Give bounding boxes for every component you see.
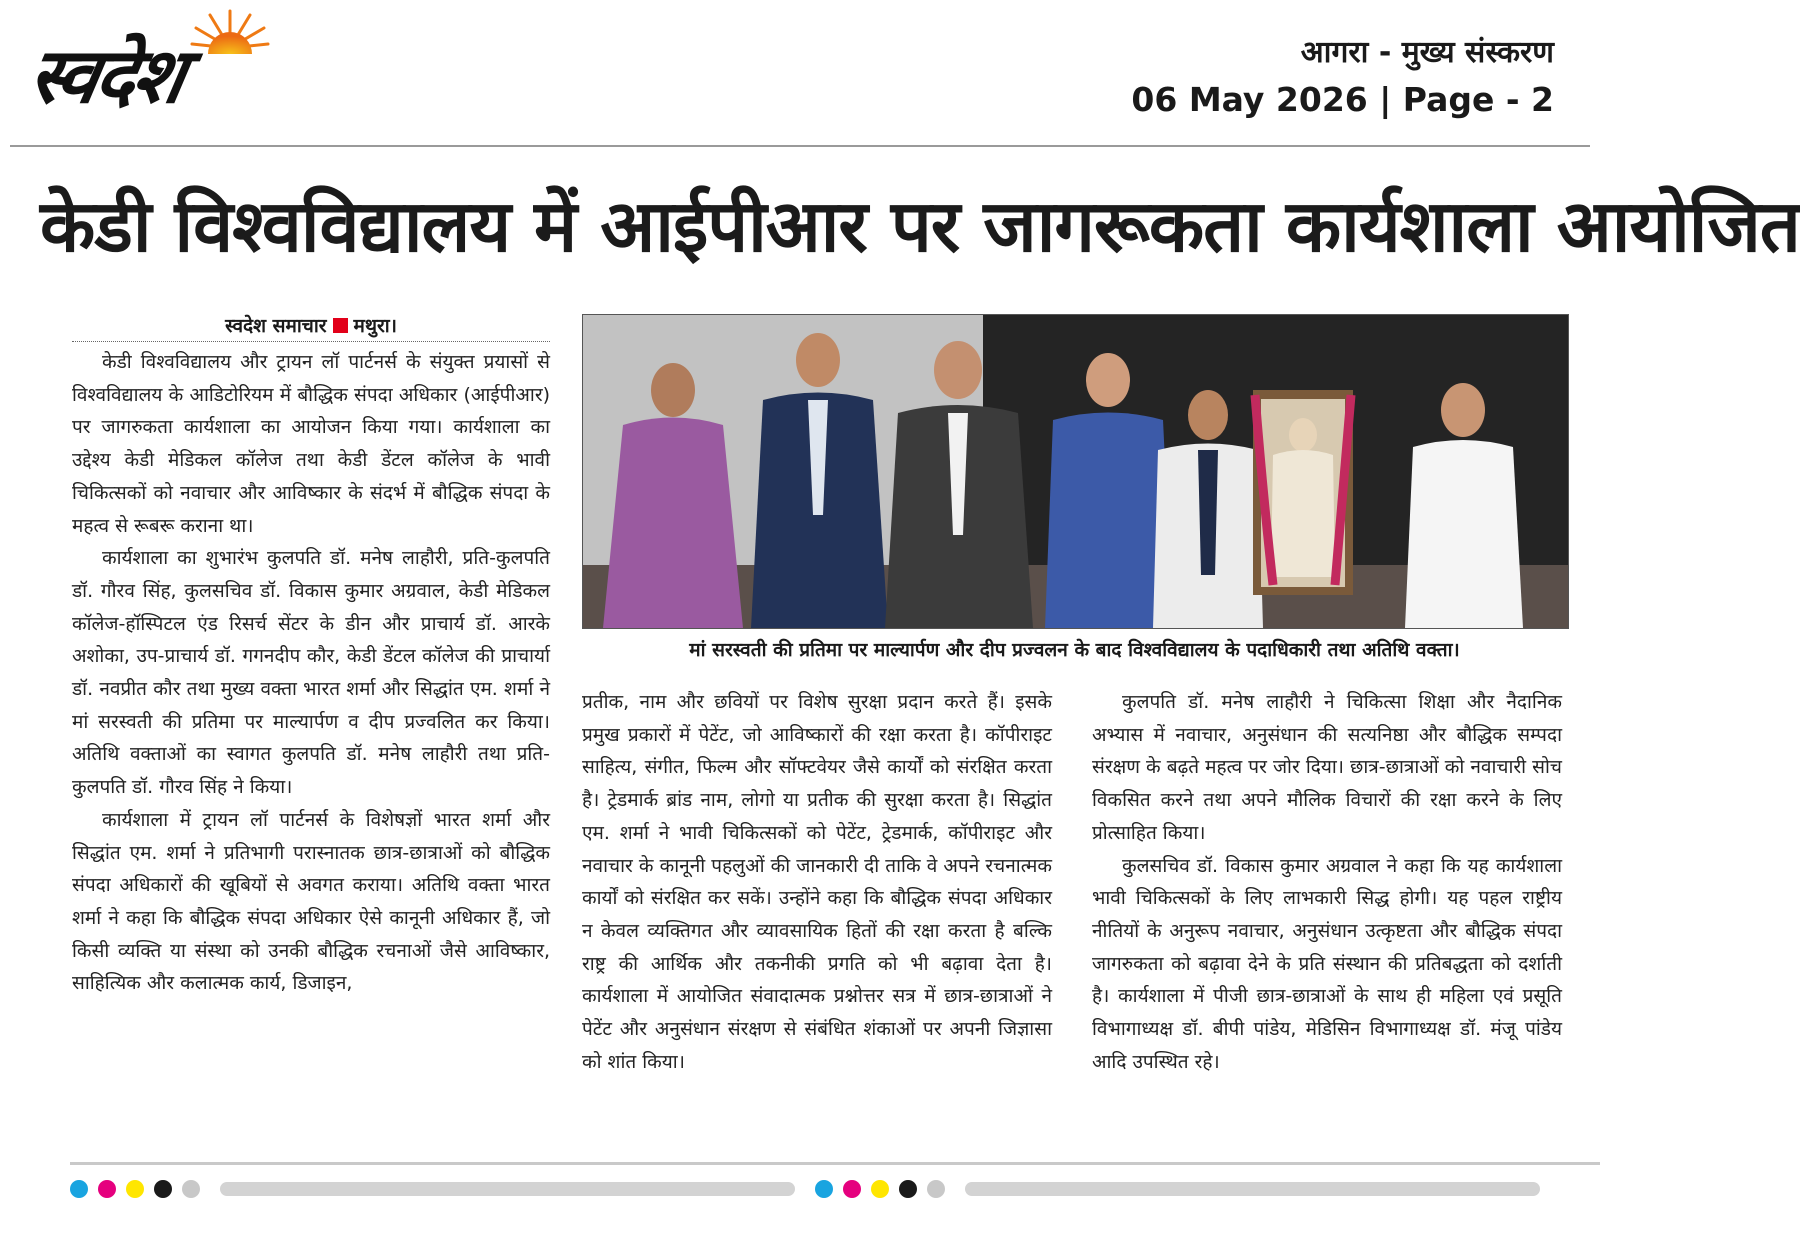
logo-wordmark: स्वदेश [22,31,190,120]
byline [72,312,550,338]
magenta-dot [98,1180,116,1198]
edition-label: आगरा - मुख्य संस्करण [1300,35,1554,70]
registration-marks [70,1180,1570,1198]
gray-bar [965,1182,1540,1196]
newspaper-logo [22,8,380,138]
article-column-2 [582,686,1052,1146]
black-dot [899,1180,917,1198]
gray-dot [927,1180,945,1198]
paragraph: केडी विश्वविद्यालय और ट्रायन लॉ पार्टनर्स के संयुक्त प्रयासों से विश्वविद्यालय के आडिटोरियम में बौद्धिक संपदा अधिकार (आईपीआर) पर जागरुकता कार्यशाला का आयोजन किया गया। कार्यशाला का उद्देश्य केडी मेडिकल कॉलेज तथा केडी डेंटल कॉलेज के भावी चिकित्सकों को नवाचार और आविष्कार के संदर्भ में बौद्धिक संपदा के महत्व से रूबरू कराना था। [72,351,550,537]
paragraph: कार्यशाला का शुभारंभ कुलपति डॉ. मनेष लाहौरी, प्रति-कुलपति डॉ. गौरव सिंह, कुलसचिव डॉ. विकास कुमार अग्रवाल, केडी मेडिकल कॉलेज-हॉस्पिटल एंड रिसर्च सेंटर के डीन और प्राचार्य डॉ. आरके अशोका, उप-प्राचार्य डॉ. गगनदीप कौर, केडी डेंटल कॉलेज की प्राचार्या डॉ. नवप्रीत कौर तथा मुख्य वक्ता भारत शर्मा और सिद्धांत एम. शर्मा ने मां सरस्वती की प्रतिमा पर माल्यार्पण व दीप प्रज्वलित कर किया। अतिथि वक्ताओं का स्वागत कुलपति डॉ. मनेष लाहौरी तथा प्रति-कुलपति डॉ. गौरव सिंह ने किया। [72,547,550,799]
yellow-dot [126,1180,144,1198]
article-headline: केडी विश्वविद्यालय में आईपीआर पर जागरूकता कार्यशाला आयोजित [40,184,1800,268]
paragraph: कुलपति डॉ. मनेष लाहौरी ने चिकित्सा शिक्षा और नैदानिक अभ्यास में नवाचार, अनुसंधान की सत्यनिष्ठा और बौद्धिक सम्पदा संरक्षण के बढ़ते महत्व पर जोर दिया। छात्र-छात्राओं को नवाचारी सोच विकसित करने तथा अपने मौलिक विचारों की रक्षा करने के लिए प्रोत्साहित किया। [1092,691,1562,844]
article-photo [582,314,1569,629]
byline-place: मथुरा। [353,315,397,337]
byline-marker [333,318,348,333]
article-column-1 [72,346,550,1146]
magenta-dot [843,1180,861,1198]
black-dot [154,1180,172,1198]
paragraph: कुलसचिव डॉ. विकास कुमार अग्रवाल ने कहा कि यह कार्यशाला भावी चिकित्सकों के लिए लाभकारी सिद्ध होगी। यह पहल राष्ट्रीय नीतियों के अनुरूप नवाचार, अनुसंधान उत्कृष्टता और बौद्धिक संपदा जागरुकता को बढ़ावा देने के प्रति संस्थान की प्रतिबद्धता को दर्शाती है। कार्यशाला में पीजी छात्र-छात्राओं के साथ ही महिला एवं प्रसूति विभागाध्यक्ष डॉ. बीपी पांडेय, मेडिसिन विभागाध्यक्ष डॉ. मंजू पांडेय आदि उपस्थित रहे। [1092,854,1562,1073]
byline-divider [72,341,550,342]
photo-caption: मां सरस्वती की प्रतिमा पर माल्यार्पण और दीप प्रज्वलन के बाद विश्वविद्यालय के पदाधिकारी तथा अतिथि वक्ता। [689,639,1460,661]
sun-icon [190,8,270,54]
article-column-3 [1092,686,1562,1146]
masthead-divider [10,145,1590,147]
gray-bar [220,1182,795,1196]
footer-divider [70,1162,1600,1165]
byline-source: स्वदेश समाचार [225,315,327,337]
paragraph: प्रतीक, नाम और छवियों पर विशेष सुरक्षा प्रदान करते हैं। इसके प्रमुख प्रकारों में पेटेंट, जो आविष्कारों की रक्षा करता है। कॉपीराइट साहित्य, संगीत, फिल्म और सॉफ्टवेयर जैसे कार्यों को संरक्षित करता है। ट्रेडमार्क ब्रांड नाम, लोगो या प्रतीक की सुरक्षा करता है। सिद्धांत एम. शर्मा ने भावी चिकित्सकों को पेटेंट, ट्रेडमार्क, कॉपीराइट और नवाचार के कानूनी पहलुओं की जानकारी दी ताकि वे अपने रचनात्मक कार्यों को संरक्षित कर सकें। उन्होंने कहा कि बौद्धिक संपदा अधिकार न केवल व्यक्तिगत और व्यावसायिक हितों की रक्षा करता है बल्कि राष्ट्र की आर्थिक और तकनीकी प्रगति को भी बढ़ावा देता है। कार्यशाला में आयोजित संवादात्मक प्रश्नोत्तर सत्र में छात्र-छात्राओं ने पेटेंट और अनुसंधान संरक्षण से संबंधित शंकाओं पर अपनी जिज्ञासा को शांत किया। [582,691,1052,1073]
yellow-dot [871,1180,889,1198]
date-page-label: 06 May 2026 | Page - 2 [1131,80,1554,119]
gray-dot [182,1180,200,1198]
cyan-dot [70,1180,88,1198]
cyan-dot [815,1180,833,1198]
paragraph: कार्यशाला में ट्रायन लॉ पार्टनर्स के विशेषज्ञों भारत शर्मा और सिद्धांत एम. शर्मा ने प्रतिभागी परास्नातक छात्र-छात्राओं को बौद्धिक संपदा अधिकारों की खूबियों से अवगत कराया। अतिथि वक्ता भारत शर्मा ने कहा कि बौद्धिक संपदा अधिकार ऐसे कानूनी अधिकार हैं, जो किसी व्यक्ति या संस्था को उनकी बौद्धिक रचनाओं जैसे आविष्कार, साहित्यिक और कलात्मक कार्य, डिजाइन, [72,808,550,995]
photo-scene [583,315,1568,628]
